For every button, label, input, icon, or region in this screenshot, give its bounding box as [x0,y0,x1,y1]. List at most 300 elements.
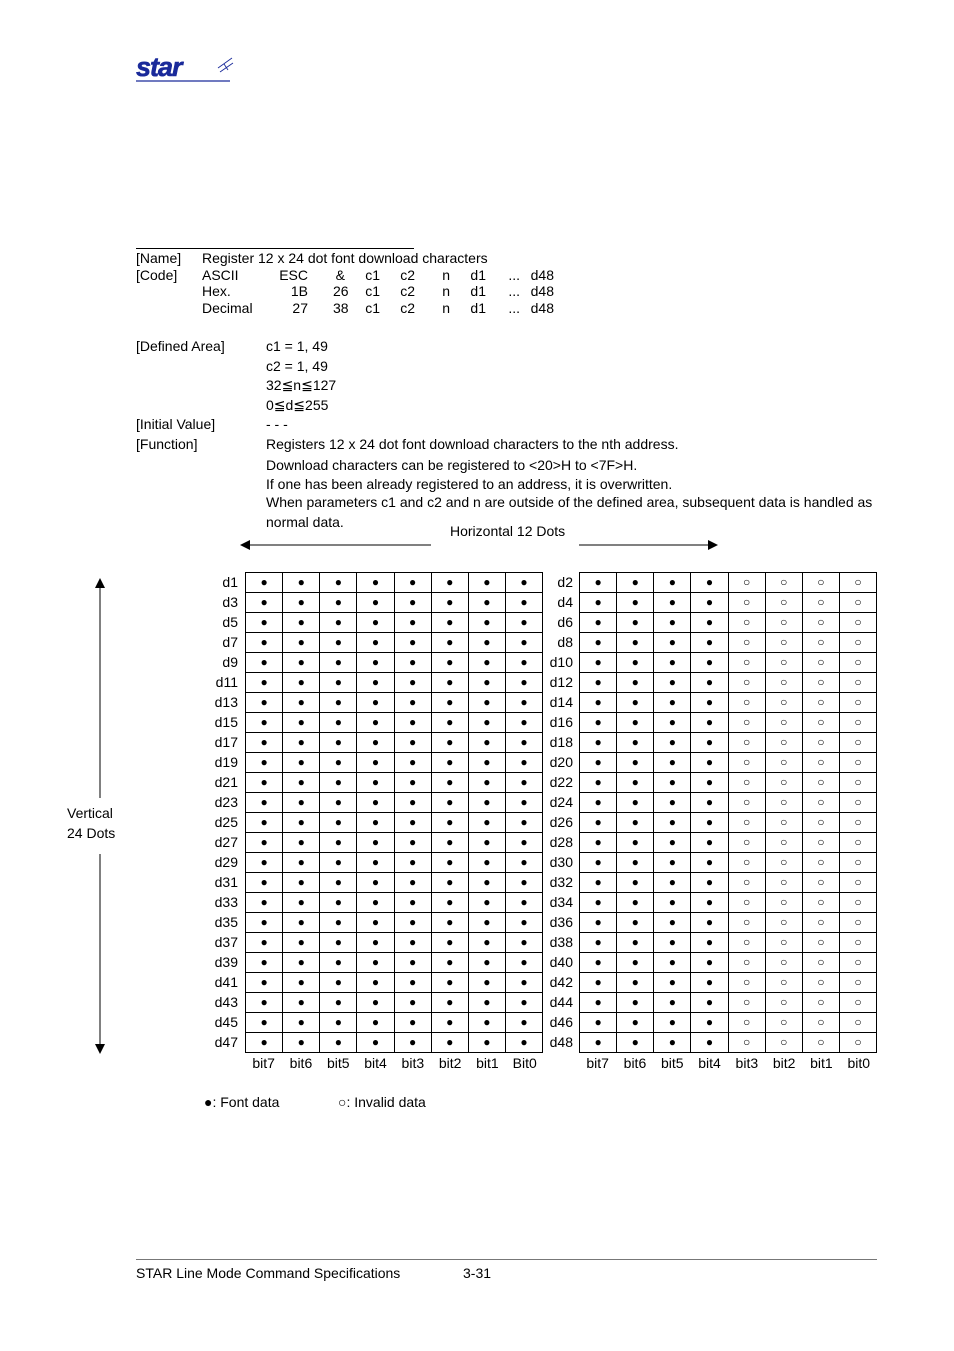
font-data-dot: ● [468,673,505,693]
font-data-dot: ● [357,593,394,613]
invalid-data-dot: ○ [765,773,802,793]
invalid-data-dot: ○ [839,633,876,653]
table-row [246,813,543,833]
font-data-dot: ● [283,993,320,1013]
code-cell: n [442,267,450,283]
font-data-dot: ● [246,893,283,913]
font-data-dot: ● [431,893,468,913]
code-row-label: Hex. [202,283,231,299]
table-row [580,873,877,893]
font-data-dot: ● [320,833,357,853]
table-row [246,773,543,793]
font-data-dot: ● [654,873,691,893]
font-data-dot: ● [617,913,654,933]
table-row [580,973,877,993]
font-data-dot: ● [283,973,320,993]
font-data-dot: ● [394,1013,431,1033]
font-data-dot: ● [246,993,283,1013]
invalid-data-dot: ○ [765,953,802,973]
table-row [580,1033,877,1053]
left-row-labels [200,572,238,1052]
footer-doc-title: STAR Line Mode Command Specifications [136,1265,401,1281]
font-data-dot: ● [283,673,320,693]
code-cell: ESC [279,267,308,283]
table-row [246,573,543,593]
font-data-dot: ● [246,733,283,753]
font-data-dot: ● [468,633,505,653]
font-data-dot: ● [654,913,691,933]
font-data-dot: ● [357,893,394,913]
font-data-dot: ● [505,893,542,913]
font-data-dot: ● [431,1033,468,1053]
table-row [580,793,877,813]
invalid-data-dot: ○ [839,953,876,973]
invalid-data-dot: ○ [839,1013,876,1033]
font-data-dot: ● [468,573,505,593]
font-data-dot: ● [357,873,394,893]
row-label: d29 [214,854,238,870]
font-data-dot: ● [617,753,654,773]
font-data-dot: ● [617,833,654,853]
font-data-dot: ● [654,593,691,613]
bit-label: bit3 [401,1055,425,1071]
row-label: d43 [214,994,238,1010]
font-data-dot: ● [357,833,394,853]
table-row [580,913,877,933]
code-cell: c2 [400,283,415,299]
font-data-dot: ● [691,593,728,613]
row-label: d21 [214,774,238,790]
invalid-data-dot: ○ [839,713,876,733]
invalid-data-dot: ○ [765,933,802,953]
invalid-data-dot: ○ [728,633,765,653]
table-row [580,833,877,853]
font-data-dot: ● [691,993,728,1013]
invalid-data-dot: ○ [802,973,839,993]
font-data-dot: ● [468,753,505,773]
font-data-dot: ● [691,953,728,973]
invalid-data-dot: ○ [765,753,802,773]
font-data-dot: ● [320,853,357,873]
code-cell: d1 [470,283,486,299]
font-data-dot: ● [357,813,394,833]
invalid-data-dot: ○ [728,733,765,753]
font-data-dot: ● [580,933,617,953]
font-data-dot: ● [691,773,728,793]
font-data-dot: ● [283,913,320,933]
table-row [246,833,543,853]
font-data-dot: ● [580,873,617,893]
bit-label: bit1 [476,1055,499,1071]
font-data-dot: ● [246,713,283,733]
row-label: d14 [549,694,573,710]
font-data-dot: ● [580,953,617,973]
bit-label: bit6 [623,1055,647,1071]
font-data-dot: ● [505,753,542,773]
font-data-dot: ● [505,573,542,593]
font-data-dot: ● [246,873,283,893]
font-data-dot: ● [691,913,728,933]
font-data-dot: ● [691,813,728,833]
row-label: d26 [549,814,573,830]
table-row [246,1033,543,1053]
function-line-4: When parameters c1 and c2 and n are outside of the defined area, subsequent data is handled as [266,494,873,510]
bit-label: bit6 [289,1055,313,1071]
font-data-dot: ● [283,933,320,953]
row-label: d9 [222,654,238,670]
invalid-data-dot: ○ [765,713,802,733]
font-data-dot: ● [357,953,394,973]
row-label: d33 [214,894,238,910]
code-cell: n [442,283,450,299]
font-data-dot: ● [468,653,505,673]
invalid-data-dot: ○ [765,873,802,893]
code-cell: ... [508,283,520,299]
font-data-dot: ● [283,733,320,753]
font-data-dot: ● [394,573,431,593]
bit-label: bit4 [698,1055,721,1071]
font-data-dot: ● [283,573,320,593]
bit-label: bit2 [772,1055,796,1071]
invalid-data-dot: ○ [839,853,876,873]
font-data-dot: ● [320,1013,357,1033]
font-data-dot: ● [246,813,283,833]
invalid-data-dot: ○ [802,713,839,733]
invalid-data-dot: ○ [802,733,839,753]
font-data-dot: ● [654,613,691,633]
name-label: [Name] [136,250,182,266]
font-data-dot: ● [357,753,394,773]
font-data-dot: ● [505,593,542,613]
font-data-dot: ● [320,693,357,713]
row-label: d39 [214,954,238,970]
invalid-data-dot: ○ [839,653,876,673]
font-data-dot: ● [617,813,654,833]
code-cell: d1 [470,267,486,283]
table-row [246,953,543,973]
font-data-dot: ● [468,613,505,633]
invalid-data-dot: ○ [728,913,765,933]
font-data-dot: ● [617,873,654,893]
font-data-dot: ● [283,653,320,673]
font-data-dot: ● [580,833,617,853]
font-data-dot: ● [468,953,505,973]
table-row [580,573,877,593]
font-data-dot: ● [246,1033,283,1053]
row-label: d31 [214,874,238,890]
font-data-dot: ● [357,993,394,1013]
font-data-dot: ● [320,633,357,653]
bit-label: bit5 [660,1055,684,1071]
font-data-dot: ● [617,1013,654,1033]
code-cell: c2 [400,300,415,316]
font-data-dot: ● [617,793,654,813]
font-data-dot: ● [505,793,542,813]
invalid-data-dot: ○ [728,713,765,733]
font-data-dot: ● [505,993,542,1013]
font-data-dot: ● [617,633,654,653]
font-data-dot: ● [283,873,320,893]
invalid-data-dot: ○ [765,1033,802,1053]
function-line-3: If one has been already registered to an address, it is overwritten. [266,476,673,492]
bit-label: bit5 [326,1055,350,1071]
table-row [246,713,543,733]
invalid-data-dot: ○ [802,693,839,713]
font-data-dot: ● [431,633,468,653]
font-data-dot: ● [246,773,283,793]
invalid-data-dot: ○ [728,973,765,993]
font-data-dot: ● [580,613,617,633]
font-data-dot: ● [394,593,431,613]
invalid-data-dot: ○ [765,653,802,673]
font-data-dot: ● [357,613,394,633]
font-data-dot: ● [468,893,505,913]
code-cell: d48 [530,300,554,316]
font-data-dot: ● [468,593,505,613]
font-data-dot: ● [468,773,505,793]
table-row [246,913,543,933]
font-data-dot: ● [320,873,357,893]
row-label: d5 [222,614,238,630]
invalid-data-dot: ○ [839,973,876,993]
invalid-data-dot: ○ [839,833,876,853]
font-data-dot: ● [505,833,542,853]
font-data-dot: ● [320,573,357,593]
invalid-data-dot: ○ [802,593,839,613]
row-label: d15 [214,714,238,730]
font-data-dot: ● [394,813,431,833]
invalid-data-dot: ○ [765,693,802,713]
font-data-dot: ● [617,593,654,613]
font-data-dot: ● [468,933,505,953]
font-data-dot: ● [654,893,691,913]
invalid-data-dot: ○ [802,933,839,953]
table-row [246,873,543,893]
table-row [580,813,877,833]
font-data-dot: ● [394,693,431,713]
font-data-dot: ● [617,853,654,873]
invalid-data-dot: ○ [839,873,876,893]
row-label: d42 [549,974,573,990]
font-data-dot: ● [394,653,431,673]
table-row [580,853,877,873]
font-data-dot: ● [580,993,617,1013]
invalid-data-dot: ○ [728,833,765,853]
font-data-dot: ● [691,833,728,853]
row-label: d40 [549,954,573,970]
font-data-dot: ● [580,913,617,933]
font-data-dot: ● [394,933,431,953]
font-data-dot: ● [394,893,431,913]
row-label: d47 [214,1034,238,1050]
font-data-dot: ● [431,813,468,833]
font-data-dot: ● [617,713,654,733]
font-data-dot: ● [320,773,357,793]
function-line-5: normal data. [266,514,344,530]
font-data-dot: ● [468,1033,505,1053]
invalid-data-dot: ○ [728,813,765,833]
font-data-dot: ● [580,753,617,773]
font-data-dot: ● [357,913,394,933]
code-cell: c2 [400,267,415,283]
row-label: d46 [549,1014,573,1030]
horizontal-label: Horizontal 12 Dots [450,523,566,539]
font-data-dot: ● [431,913,468,933]
name-value: Register 12 x 24 dot font download characters [202,250,488,266]
row-label: d6 [557,614,573,630]
invalid-data-dot: ○ [839,1033,876,1053]
font-data-dot: ● [580,693,617,713]
font-data-dot: ● [394,953,431,973]
code-cell: 27 [292,300,308,316]
font-data-dot: ● [283,833,320,853]
font-data-dot: ● [654,733,691,753]
function-line-2: Download characters can be registered to <20>H to <7F>H. [266,457,638,473]
font-data-dot: ● [431,933,468,953]
row-label: d18 [549,734,573,750]
font-data-dot: ● [431,953,468,973]
font-data-dot: ● [617,673,654,693]
row-label: d30 [549,854,573,870]
row-label: d20 [549,754,573,770]
row-label: d4 [557,594,573,610]
code-cell: ... [508,300,520,316]
table-row [580,893,877,913]
font-data-dot: ● [617,653,654,673]
font-data-dot: ● [691,853,728,873]
font-data-dot: ● [505,1013,542,1033]
font-data-dot: ● [617,893,654,913]
row-label: d11 [215,674,238,690]
invalid-data-dot: ○ [839,773,876,793]
font-data-dot: ● [283,793,320,813]
font-data-dot: ● [246,673,283,693]
row-label: d13 [214,694,238,710]
table-row [580,733,877,753]
font-data-dot: ● [431,693,468,713]
font-data-dot: ● [654,793,691,813]
font-data-dot: ● [394,853,431,873]
font-data-dot: ● [654,713,691,733]
font-data-dot: ● [431,673,468,693]
invalid-data-dot: ○ [728,753,765,773]
row-label: d34 [549,894,573,910]
code-cell: c1 [365,283,380,299]
font-data-dot: ● [357,653,394,673]
font-data-dot: ● [580,593,617,613]
font-data-dot: ● [246,973,283,993]
font-data-dot: ● [357,633,394,653]
font-data-dot: ● [283,953,320,973]
row-label: d41 [214,974,238,990]
font-data-dot: ● [580,673,617,693]
font-data-dot: ● [357,673,394,693]
invalid-data-dot: ○ [765,993,802,1013]
table-row [246,753,543,773]
table-row [580,933,877,953]
font-data-dot: ● [357,1013,394,1033]
invalid-data-dot: ○ [728,673,765,693]
font-data-dot: ● [320,613,357,633]
invalid-data-dot: ○ [802,793,839,813]
font-data-dot: ● [320,993,357,1013]
font-data-dot: ● [394,773,431,793]
font-data-dot: ● [431,993,468,1013]
font-data-dot: ● [468,973,505,993]
font-data-dot: ● [431,593,468,613]
font-data-dot: ● [691,573,728,593]
font-data-dot: ● [580,793,617,813]
font-data-dot: ● [394,733,431,753]
invalid-data-dot: ○ [728,853,765,873]
font-data-dot: ● [505,973,542,993]
table-row [580,633,877,653]
invalid-data-dot: ○ [839,793,876,813]
font-data-dot: ● [468,693,505,713]
font-data-dot: ● [691,1033,728,1053]
font-data-dot: ● [617,773,654,793]
table-row [580,613,877,633]
table-row [246,613,543,633]
font-data-dot: ● [691,713,728,733]
font-data-dot: ● [283,813,320,833]
code-cell: 1B [290,283,308,299]
font-data-dot: ● [246,853,283,873]
footer-page-number: 3-31 [463,1265,492,1281]
code-cell: ... [508,267,520,283]
font-data-dot: ● [431,753,468,773]
font-data-dot: ● [431,833,468,853]
font-data-dot: ● [654,773,691,793]
font-data-dot: ● [357,773,394,793]
font-data-dot: ● [654,673,691,693]
font-data-dot: ● [320,1033,357,1053]
font-data-dot: ● [246,753,283,773]
font-data-dot: ● [283,713,320,733]
font-data-dot: ● [431,713,468,733]
invalid-data-dot: ○ [839,613,876,633]
table-row [246,673,543,693]
font-data-dot: ● [505,653,542,673]
font-data-dot: ● [246,633,283,653]
font-data-dot: ● [468,713,505,733]
invalid-data-dot: ○ [839,893,876,913]
invalid-data-dot: ○ [728,953,765,973]
font-data-dot: ● [505,693,542,713]
legend-invalid-data: ○: Invalid data [338,1094,426,1110]
invalid-data-dot: ○ [765,853,802,873]
font-data-dot: ● [320,733,357,753]
font-data-dot: ● [691,893,728,913]
font-data-dot: ● [394,613,431,633]
row-label: d35 [214,914,238,930]
font-data-dot: ● [246,913,283,933]
font-data-dot: ● [431,1013,468,1033]
invalid-data-dot: ○ [802,1013,839,1033]
right-row-labels [540,572,573,1052]
font-data-dot: ● [505,933,542,953]
row-label: d45 [214,1014,238,1030]
font-data-dot: ● [505,613,542,633]
font-data-dot: ● [580,773,617,793]
font-data-dot: ● [691,793,728,813]
font-data-dot: ● [320,753,357,773]
font-data-dot: ● [654,573,691,593]
font-data-dot: ● [246,693,283,713]
invalid-data-dot: ○ [802,893,839,913]
font-data-dot: ● [654,933,691,953]
left-bit-labels [245,1055,543,1071]
